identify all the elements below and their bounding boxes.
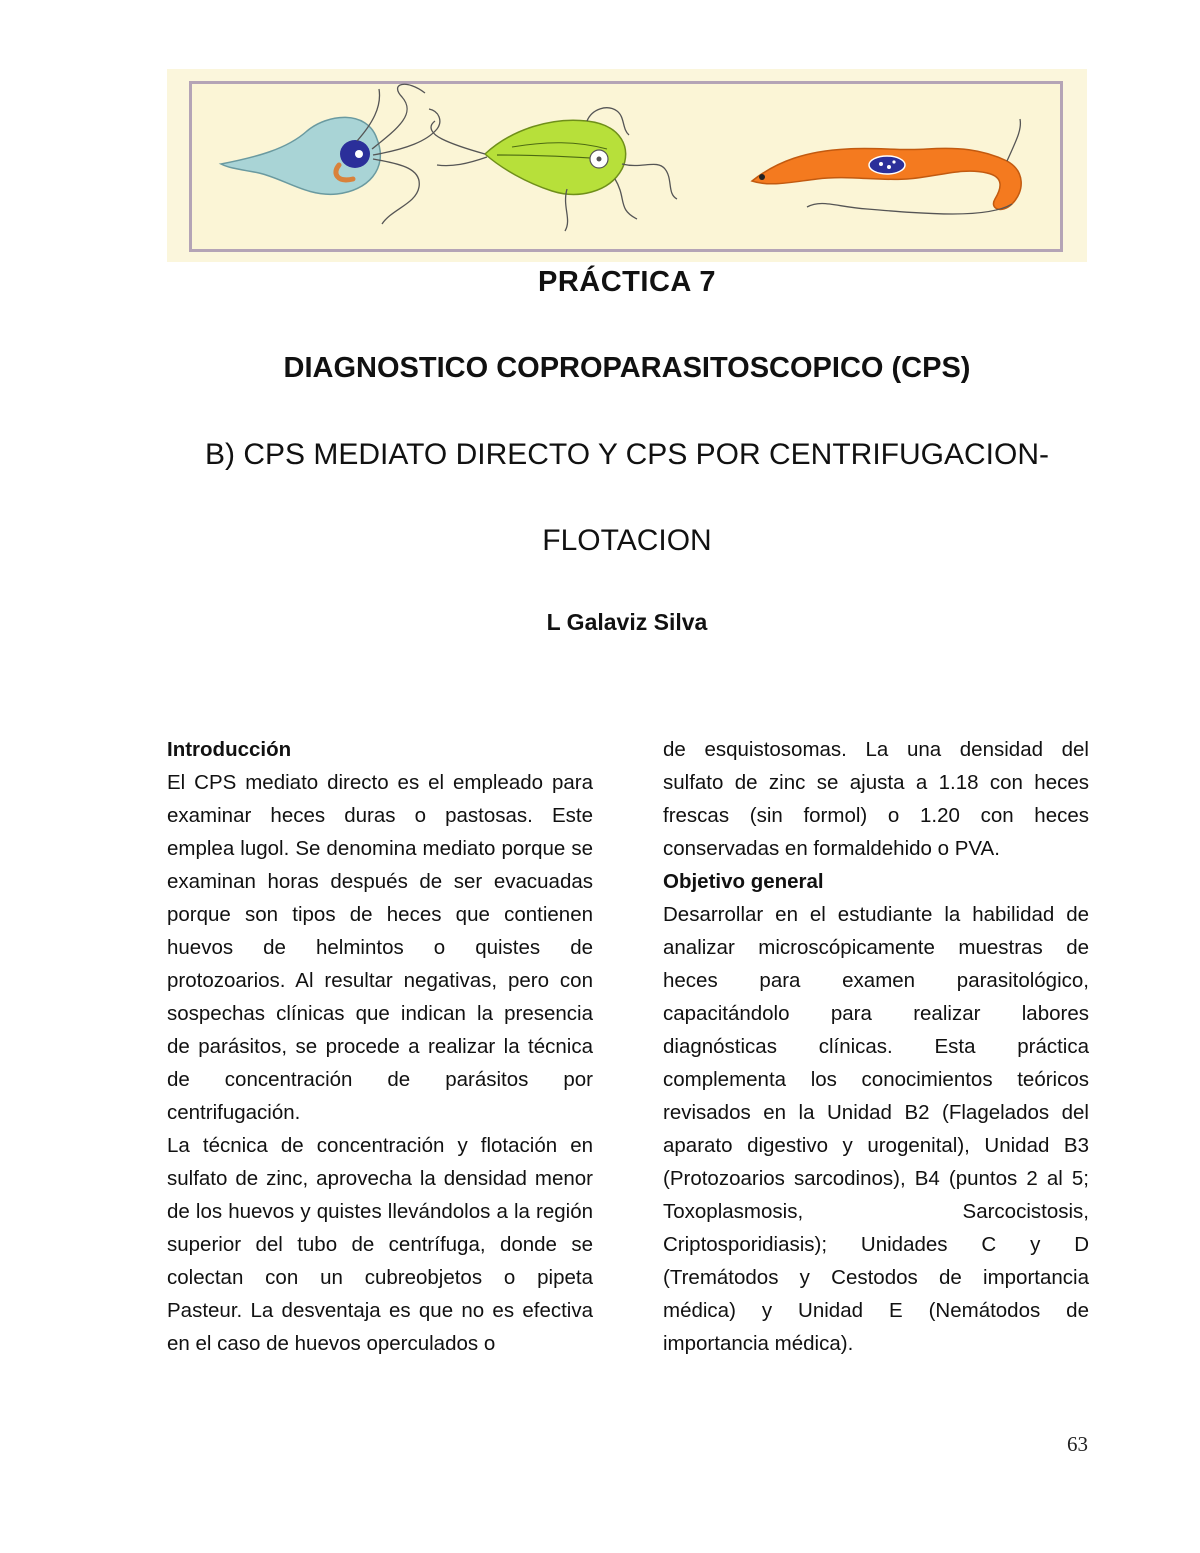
left-text-column bbox=[167, 733, 593, 1360]
banner-artwork bbox=[167, 69, 1087, 262]
subtitle-line-2: FLOTACION bbox=[542, 524, 712, 557]
document-main-title: DIAGNOSTICO COPROPARASITOSCOPICO (CPS) bbox=[283, 352, 971, 384]
author-name: L Galaviz Silva bbox=[546, 609, 708, 635]
trichomonas-illustration bbox=[221, 84, 440, 224]
introduction-paragraph-1: El CPS mediato directo es el empleado para examinar heces duras o pastosas. Este emplea lugol. Se denomina mediato porque se examinan horas después de ser evacuadas porque son tipos de heces que contienen huevos de helmintos o quistes de protozoarios. Al resultar negativas, pero con sospechas clínicas que indican la presencia de parásitos, se procede a realizar la técnica de concentración de parásitos por centrifugación. bbox=[167, 771, 593, 1124]
right-text-column bbox=[663, 733, 1089, 1360]
page-number: 63 bbox=[1067, 1432, 1088, 1456]
practice-number-title: PRÁCTICA 7 bbox=[538, 266, 716, 298]
subtitle-line-1: B) CPS MEDIATO DIRECTO Y CPS POR CENTRIFUGACION- bbox=[205, 438, 1049, 471]
header-banner bbox=[167, 69, 1087, 262]
objective-heading: Objetivo general bbox=[663, 870, 824, 893]
introduction-heading: Introducción bbox=[167, 738, 292, 761]
giardia-flagellate-illustration bbox=[431, 108, 677, 231]
introduction-paragraph-2-part-1: La técnica de concentración y flotación en sulfato de zinc, aprovecha la densidad menor de los huevos y quistes llevándolos a la región superior del tubo de centrífuga, donde se colectan con un cubreobjetos o pipeta Pasteur. La desventaja es que no es efectiva en el caso de huevos operculados o bbox=[167, 1134, 593, 1355]
trypanosome-illustration bbox=[752, 119, 1021, 214]
objective-paragraph: Desarrollar en el estudiante la habilidad de analizar microscópicamente muestras de heces para examen parasitológico, capacitándolo para realizar labores diagnósticas clínicas. Esta práctica complementa los conocimientos teóricos revisados en la Unidad B2 (Flagelados del aparato digestivo y urogenital), Unidad B3 (Protozoarios sarcodinos), B4 (puntos 2 al 5; Toxoplasmosis, Sarcocistosis, Criptosporidiasis); Unidades C y D (Tremátodos y Cestodos de importancia médica) y Unidad E (Nemátodos de importancia médica). bbox=[663, 903, 1089, 1355]
introduction-paragraph-2-part-2: de esquistosomas. La una densidad del sulfato de zinc se ajusta a 1.18 con heces frescas (sin formol) o 1.20 con heces conservadas en formaldehido o PVA. bbox=[663, 738, 1089, 860]
